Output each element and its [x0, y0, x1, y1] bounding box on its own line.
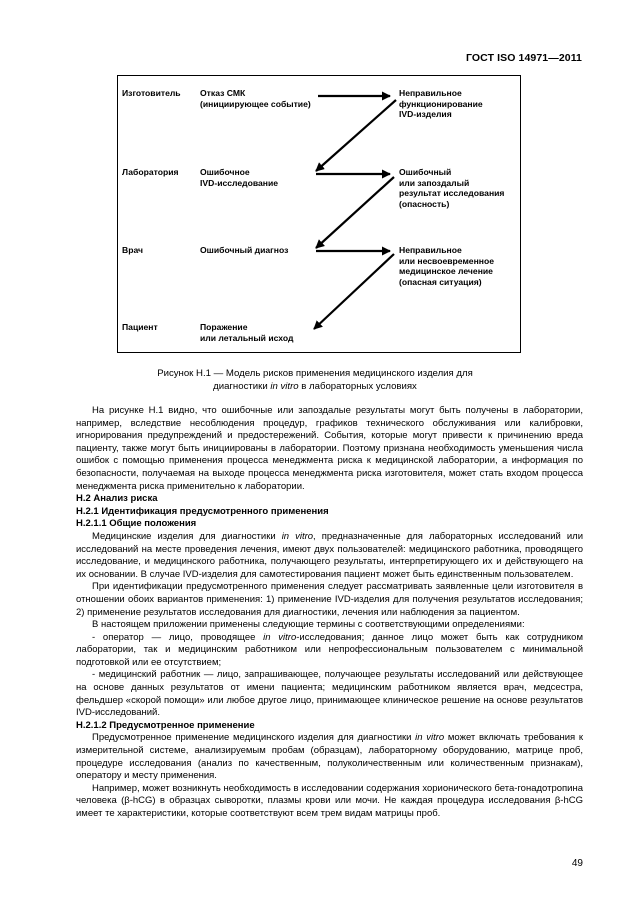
event-harm-line1: Поражение	[200, 322, 248, 332]
actor-patient: Пациент	[122, 322, 158, 332]
event-qms-failure-line2: (инициирующее событие)	[200, 98, 311, 109]
paragraph-terms-intro: В настоящем приложении применены следующие термины с соответствующими определениями:	[92, 619, 525, 631]
figure-caption-line1: Рисунок Н.1 — Модель рисков применения медицинского изделия для	[157, 368, 473, 379]
outcome-hazardous-situation-line3: медицинское лечение	[399, 266, 493, 277]
page-number: 49	[571, 858, 583, 869]
paragraph-intended-use: Предусмотренное применение медицинского изделия для диагностики in vitro может включать требования к измерительной системе, анализируемым пробам (образцам), лабораторному оборудованию, матрице проб, процедуре исследования (анализ по качественным, полуколичественным или количественным признакам), оператору и месту применения.	[76, 732, 584, 782]
outcome-hazard-line2: или запоздалый	[399, 177, 470, 188]
event-harm-line2: или летальный исход	[200, 332, 294, 343]
outcome-malfunction-line2: функционирование	[399, 98, 483, 109]
outcome-hazardous-situation	[399, 245, 494, 287]
paragraph-medical-worker-definition: - медицинский работник — лицо, запрашивающее, получающее результаты исследований или действующее на основе данных результатов от имени пациента; медицинским работником является врач, медсестра, фельдшер «скорой помощи» или любое другое лицо, принимающее клиническое решение на основе результатов IVD-исследований.	[76, 669, 583, 719]
outcome-hazard-line1: Ошибочный	[399, 167, 452, 177]
event-erroneous-test-line2: IVD-исследование	[200, 177, 279, 188]
arrow-outcome3-event4	[314, 254, 394, 329]
outcome-hazardous-situation-line2: или несвоевременное	[399, 255, 494, 266]
outcome-hazard	[399, 167, 504, 209]
actor-laboratory: Лаборатория	[122, 167, 179, 177]
event-erroneous-test-line1: Ошибочное	[200, 167, 250, 177]
body-text	[76, 405, 583, 821]
outcome-malfunction-line3: IVD-изделия	[399, 109, 452, 120]
paragraph-figure-explanation: На рисунке Н.1 видно, что ошибочные или запоздалые результаты могут быть получены в лаборатории, например, вследствие несоблюдения процедур, графиков технического обслуживания или калибровки, игнорирования предупреждений и предостережений. События, которые могут привести к причинению вреда пациенту, также могут быть инициированы в лаборатории. Поэтому признана необходимость уменьшения числа ошибок с помощью применения процесса менеджмента риска к медицинской лаборатории, а информация по безопасности, получаемая на выходе процесса менеджмента риска изготовителя, может стать входом процесса менеджмента риска применительно к лаборатории.	[76, 405, 583, 492]
actor-manufacturer: Изготовитель	[122, 88, 181, 98]
event-qms-failure-line1: Отказ СМК	[200, 88, 246, 98]
event-misdiagnosis-line1: Ошибочный диагноз	[200, 245, 289, 255]
paragraph-intended-purpose: При идентификации предусмотренного применения следует рассматривать заявленные цели изготовителя в отношении обоих вариантов применения: 1) применение IVD-изделия для получения результатов исследования; 2) применение результатов исследования для диагностики, лечения или наблюдения за пациентом.	[76, 581, 583, 618]
paragraph-users: Медицинские изделия для диагностики in vitro, предназначенные для лабораторных исследований или исследований на месте проведения лечения, имеют двух пользователей: медицинского работника, проводящего исследование, и медицинского работника, получающего результаты, интерпретирующего их и действующего на их основании. В случае IVD-изделия для самотестирования пациент может быть единственным пользователем.	[76, 530, 584, 580]
outcome-hazard-line4: (опасность)	[399, 198, 450, 209]
event-erroneous-test	[200, 167, 278, 188]
outcome-malfunction	[399, 88, 483, 120]
outcome-hazard-line3: результат исследования	[399, 188, 505, 199]
heading-h211: Н.2.1.1 Общие положения	[76, 518, 197, 530]
document-code: ГОСТ ISO 14971—2011	[465, 52, 582, 64]
actor-doctor: Врач	[122, 245, 144, 255]
paragraph-operator-definition: - оператор — лицо, проводящее in vitro-исследования; данное лицо может быть как сотрудником лаборатории, так и медицинским работником или непрофессиональным пользователем с минимальной подготовкой или ее отсутствием;	[76, 631, 583, 668]
arrow-outcome2-event3	[316, 177, 394, 248]
arrow-outcome1-event2	[316, 100, 396, 171]
paragraph-example: Например, может возникнуть необходимость в исследовании содержания хорионического бета-гонадотропина человека (β-hCG) в образцах сыворотки, плазмы крови или мочи. Не каждая процедура исследования β-hCG имеет те характеристики, которые соответствуют всем трем видам матрицы проб.	[76, 782, 583, 819]
figure-caption-line2: диагностики in vitro в лабораторных условиях	[213, 380, 417, 392]
outcome-hazardous-situation-line1: Неправильное	[399, 245, 462, 255]
event-qms-failure	[200, 88, 311, 109]
outcome-malfunction-line1: Неправильное	[399, 88, 462, 98]
outcome-hazardous-situation-line4: (опасная ситуация)	[399, 276, 482, 287]
risk-model-diagram	[117, 75, 521, 353]
heading-h212: Н.2.1.2 Предусмотренное применение	[76, 719, 255, 731]
heading-h2: Н.2 Анализ риска	[76, 493, 158, 505]
heading-h21: Н.2.1 Идентификация предусмотренного применения	[76, 505, 329, 517]
event-misdiagnosis	[200, 245, 288, 256]
event-harm	[200, 322, 293, 343]
figure-caption	[0, 368, 630, 393]
